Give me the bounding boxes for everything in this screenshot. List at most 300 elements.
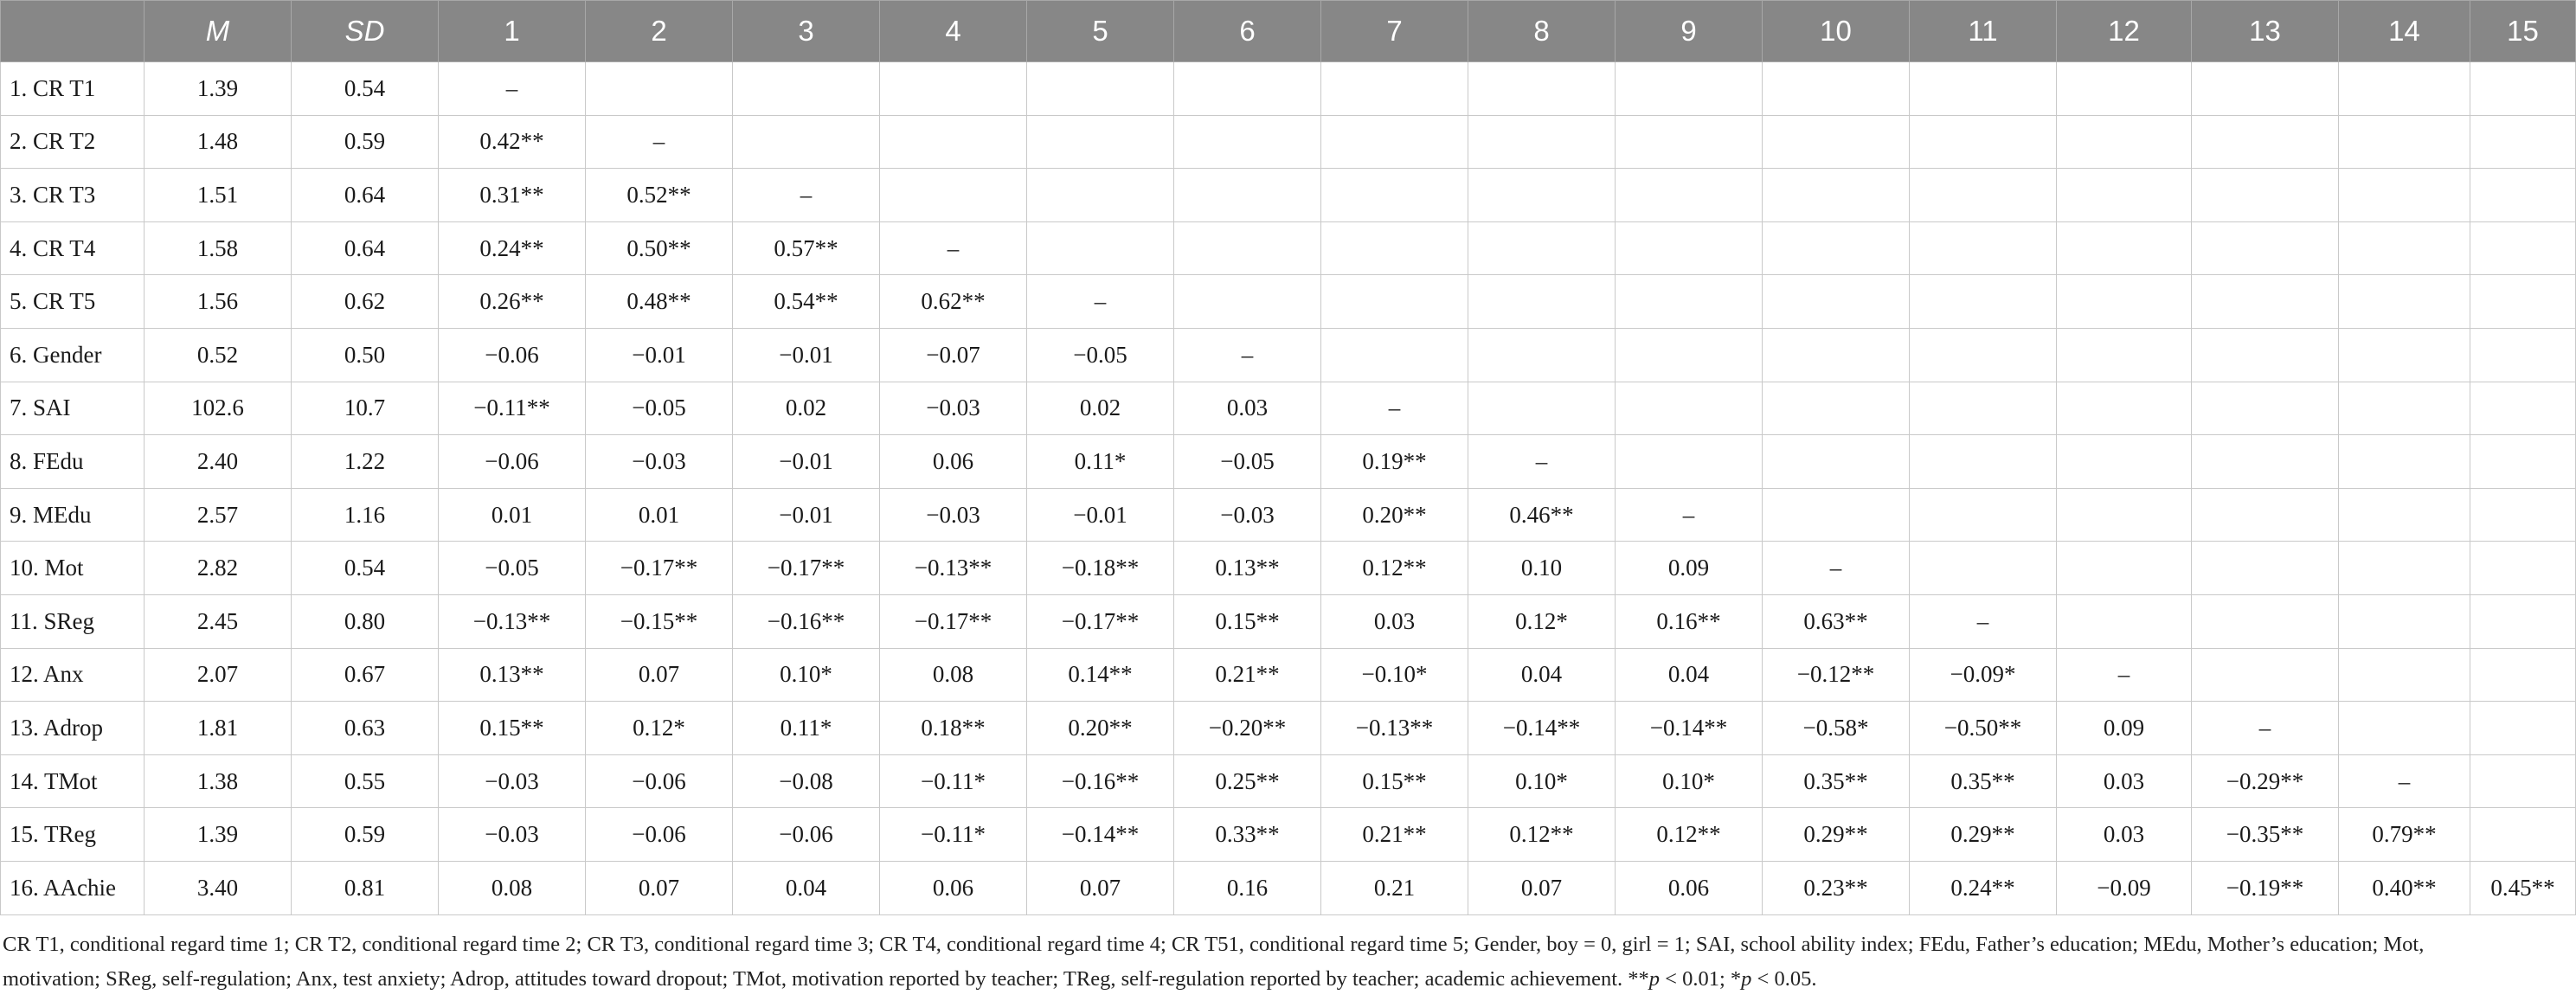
table-cell: 0.26** [439,275,586,329]
table-row [1,435,2576,489]
table-cell [2470,62,2576,116]
table-cell [2470,221,2576,275]
table-cell: −0.03 [1174,488,1321,542]
table-cell: 0.25** [1174,754,1321,808]
table-cell [1763,435,1910,489]
table-cell [2057,62,2192,116]
table-row [1,648,2576,702]
table-cell: −0.16** [1027,754,1174,808]
table-cell: 1.51 [145,169,292,222]
table-cell: 0.50 [292,328,439,382]
table-row [1,275,2576,329]
table-cell [2470,542,2576,595]
header-cell: 13 [2192,1,2339,62]
table-cell: 0.09 [2057,702,2192,755]
table-cell: −0.14** [1468,702,1616,755]
table-cell: 0.57** [733,221,880,275]
table-cell: −0.29** [2192,754,2339,808]
variable-label-cell: 1. CR T1 [1,62,145,116]
table-cell: – [2057,648,2192,702]
table-cell: −0.17** [1027,594,1174,648]
table-cell [2057,169,2192,222]
table-cell [2339,542,2470,595]
table-cell [1616,382,1763,435]
table-cell [2192,328,2339,382]
table-cell: 0.11* [733,702,880,755]
table-cell: – [1763,542,1910,595]
table-cell: 0.46** [1468,488,1616,542]
table-cell: −0.14** [1616,702,1763,755]
table-cell: 0.04 [733,861,880,914]
table-cell: −0.01 [586,328,733,382]
header-cell: 15 [2470,1,2576,62]
table-cell [1910,115,2057,169]
header-cell-blank [1,1,145,62]
variable-label-cell: 5. CR T5 [1,275,145,329]
table-cell: 0.35** [1763,754,1910,808]
table-cell [2470,328,2576,382]
table-cell: −0.07 [880,328,1027,382]
table-cell: −0.14** [1027,808,1174,862]
table-cell: – [1027,275,1174,329]
table-cell: 0.21 [1321,861,1468,914]
table-cell: 0.03 [2057,808,2192,862]
table-cell: 0.79** [2339,808,2470,862]
table-cell: 0.03 [1321,594,1468,648]
table-cell: 0.15** [1174,594,1321,648]
table-cell [1468,169,1616,222]
table-cell: 0.33** [1174,808,1321,862]
table-cell [2192,435,2339,489]
table-cell [1468,115,1616,169]
table-cell [1174,62,1321,116]
table-cell: 0.24** [439,221,586,275]
note-p-text-2: < 0.05. [1751,967,1817,991]
table-cell: – [1616,488,1763,542]
table-cell [1468,62,1616,116]
table-cell: −0.13** [1321,702,1468,755]
table-cell [880,115,1027,169]
table-cell [2470,702,2576,755]
table-cell: −0.12** [1763,648,1910,702]
table-cell: 0.13** [439,648,586,702]
variable-label-cell: 16. AAchie [1,861,145,914]
table-cell: 0.48** [586,275,733,329]
table-cell [2470,488,2576,542]
table-cell: 0.16 [1174,861,1321,914]
table-cell [1616,435,1763,489]
table-cell: 0.14** [1027,648,1174,702]
table-cell: 0.07 [1468,861,1616,914]
table-cell: 0.04 [1616,648,1763,702]
table-cell: 0.02 [1027,382,1174,435]
table-cell: 2.07 [145,648,292,702]
table-cell: 1.16 [292,488,439,542]
table-cell: 0.40** [2339,861,2470,914]
table-cell [1763,62,1910,116]
table-cell [733,62,880,116]
table-body [1,62,2576,915]
variable-label-cell: 8. FEdu [1,435,145,489]
table-cell [1321,221,1468,275]
table-row [1,62,2576,116]
table-cell: 0.35** [1910,754,2057,808]
table-cell: 0.64 [292,221,439,275]
table-cell [2339,328,2470,382]
table-cell [2057,221,2192,275]
table-cell [1468,382,1616,435]
table-cell [2470,435,2576,489]
table-cell: 0.12* [586,702,733,755]
table-cell [1321,328,1468,382]
table-cell: 0.19** [1321,435,1468,489]
table-cell: 1.38 [145,754,292,808]
table-cell [1174,275,1321,329]
table-row [1,221,2576,275]
note-p-text-1: < 0.01; * [1660,967,1742,991]
table-cell: 0.45** [2470,861,2576,914]
header-cell: 6 [1174,1,1321,62]
table-row [1,808,2576,862]
table-cell: – [1468,435,1616,489]
variable-label-cell: 6. Gender [1,328,145,382]
table-cell [2339,115,2470,169]
table-cell: −0.01 [733,328,880,382]
table-cell: 0.42** [439,115,586,169]
table-cell: −0.18** [1027,542,1174,595]
table-cell: −0.05 [439,542,586,595]
table-cell [1468,221,1616,275]
table-cell: −0.01 [1027,488,1174,542]
table-cell [2192,221,2339,275]
table-cell: 0.06 [1616,861,1763,914]
table-cell: 0.09 [1616,542,1763,595]
header-cell: 10 [1763,1,1910,62]
table-cell [1763,115,1910,169]
table-row [1,328,2576,382]
table-cell [2192,488,2339,542]
table-cell: 0.12** [1468,808,1616,862]
table-row [1,488,2576,542]
table-cell [1910,542,2057,595]
table-cell [2057,542,2192,595]
table-cell [1763,382,1910,435]
table-cell: 0.08 [439,861,586,914]
table-cell [1174,169,1321,222]
table-cell: 0.10* [1468,754,1616,808]
variable-label-cell: 10. Mot [1,542,145,595]
table-cell: −0.11* [880,754,1027,808]
table-cell: 0.67 [292,648,439,702]
table-cell: 0.55 [292,754,439,808]
table-cell: 0.11* [1027,435,1174,489]
table-cell [1910,435,2057,489]
variable-label-cell: 3. CR T3 [1,169,145,222]
table-cell: – [1174,328,1321,382]
table-cell [2057,382,2192,435]
table-cell: 0.54 [292,62,439,116]
note-p-symbol-1: p [1648,967,1661,991]
table-cell: −0.06 [439,435,586,489]
table-header-row [1,1,2576,62]
table-cell [1763,221,1910,275]
table-cell: 102.6 [145,382,292,435]
table-cell [1763,169,1910,222]
table-cell [2470,594,2576,648]
table-cell: 2.57 [145,488,292,542]
table-cell: 0.50** [586,221,733,275]
variable-label-cell: 2. CR T2 [1,115,145,169]
table-cell [2470,648,2576,702]
table-row [1,169,2576,222]
table-cell: 0.07 [586,861,733,914]
header-cell: 14 [2339,1,2470,62]
table-cell [1910,169,2057,222]
table-cell: 1.22 [292,435,439,489]
table-cell: 0.23** [1763,861,1910,914]
table-cell [2470,382,2576,435]
table-cell: 0.15** [1321,754,1468,808]
header-cell: 1 [439,1,586,62]
table-cell: 2.45 [145,594,292,648]
table-cell: −0.15** [586,594,733,648]
table-cell: 1.81 [145,702,292,755]
variable-label-cell: 13. Adrop [1,702,145,755]
table-cell [2192,275,2339,329]
table-cell: 10.7 [292,382,439,435]
table-cell: −0.17** [733,542,880,595]
table-cell: −0.17** [586,542,733,595]
table-cell [733,115,880,169]
table-row [1,702,2576,755]
table-row [1,115,2576,169]
table-cell [2470,754,2576,808]
table-cell: −0.05 [1027,328,1174,382]
table-cell: −0.06 [586,754,733,808]
table-row [1,594,2576,648]
table-cell [2192,382,2339,435]
table-cell: 1.58 [145,221,292,275]
table-cell [1616,275,1763,329]
table-cell [2192,62,2339,116]
table-cell: 0.03 [2057,754,2192,808]
table-cell: 0.06 [880,861,1027,914]
table-cell [1616,169,1763,222]
header-cell: 7 [1321,1,1468,62]
table-cell: 0.62** [880,275,1027,329]
table-cell: 0.02 [733,382,880,435]
table-cell: 0.07 [1027,861,1174,914]
table-cell: 0.01 [439,488,586,542]
table-cell: −0.11** [439,382,586,435]
table-cell: – [1321,382,1468,435]
table-cell [1910,275,2057,329]
table-cell: 0.29** [1910,808,2057,862]
table-cell: −0.19** [2192,861,2339,914]
table-cell [2470,115,2576,169]
table-cell: −0.06 [733,808,880,862]
header-cell: 11 [1910,1,2057,62]
table-cell [1910,488,2057,542]
table-cell: 0.63** [1763,594,1910,648]
table-cell [2192,542,2339,595]
header-cell: 4 [880,1,1027,62]
table-cell: 0.52 [145,328,292,382]
table-cell: 0.01 [586,488,733,542]
table-cell: −0.17** [880,594,1027,648]
table-cell: 0.04 [1468,648,1616,702]
table-cell: 0.80 [292,594,439,648]
table-cell: 0.08 [880,648,1027,702]
table-cell: – [586,115,733,169]
table-cell: – [880,221,1027,275]
table-cell: 0.63 [292,702,439,755]
header-cell: 5 [1027,1,1174,62]
table-cell: 0.20** [1027,702,1174,755]
table-cell [1910,382,2057,435]
table-cell: 2.82 [145,542,292,595]
table-cell [2470,275,2576,329]
table-cell [1763,328,1910,382]
table-cell: −0.01 [733,488,880,542]
table-cell [2339,169,2470,222]
table-cell [1468,275,1616,329]
table-cell [2192,648,2339,702]
table-cell: 0.12* [1468,594,1616,648]
table-cell [1616,115,1763,169]
variable-label-cell: 4. CR T4 [1,221,145,275]
table-cell [880,62,1027,116]
table-cell [2057,435,2192,489]
table-cell [1321,169,1468,222]
table-cell [586,62,733,116]
table-cell: −0.03 [880,488,1027,542]
table-cell [2339,648,2470,702]
header-cell: M [145,1,292,62]
table-cell [1763,275,1910,329]
table-cell: −0.06 [439,328,586,382]
variable-label-cell: 7. SAI [1,382,145,435]
table-cell: 0.29** [1763,808,1910,862]
note-definitions: CR T1, conditional regard time 1; CR T2, conditional regard time 2; CR T3, conditional regard time 3; CR T4, conditional regard time 4; CR T51, conditional regard time 5; Gender, boy = 0, girl = 1; SAI, school ability index; FEdu, Father’s education; MEdu, Mother’s education; Mot, motivation; SReg, self-regulation; Anx, test anxiety; Adrop, attitudes toward dropout; TMot, motivation reported by teacher; TReg, self-regulation reported by teacher; academic achievement. ** [3,933,2425,991]
table-cell [880,169,1027,222]
table-cell: −0.11* [880,808,1027,862]
table-cell [2057,275,2192,329]
table-cell [2339,382,2470,435]
table-cell [1910,221,2057,275]
table-cell [2192,594,2339,648]
table-cell: 0.54** [733,275,880,329]
variable-label-cell: 9. MEdu [1,488,145,542]
table-cell [2339,702,2470,755]
table-cell: 0.59 [292,808,439,862]
table-cell: −0.35** [2192,808,2339,862]
table-note [3,927,2495,997]
table-cell: −0.13** [439,594,586,648]
table-cell: 0.64 [292,169,439,222]
table-cell: 0.24** [1910,861,2057,914]
variable-label-cell: 14. TMot [1,754,145,808]
table-row [1,861,2576,914]
note-p-symbol-2: p [1741,967,1752,991]
table-cell: 0.15** [439,702,586,755]
table-cell: 0.18** [880,702,1027,755]
table-cell: 0.20** [1321,488,1468,542]
table-cell: 2.40 [145,435,292,489]
table-cell [2339,435,2470,489]
header-cell: 8 [1468,1,1616,62]
table-cell: 1.56 [145,275,292,329]
table-cell: – [2339,754,2470,808]
table-cell: 0.21** [1321,808,1468,862]
header-cell: 12 [2057,1,2192,62]
table-cell [2339,62,2470,116]
table-cell: 0.10* [1616,754,1763,808]
table-cell: 0.07 [586,648,733,702]
table-cell: 1.39 [145,808,292,862]
table-cell: −0.05 [586,382,733,435]
table-cell: −0.03 [439,808,586,862]
table-cell: −0.03 [586,435,733,489]
table-cell [2470,169,2576,222]
table-cell: 0.52** [586,169,733,222]
table-cell [1910,62,2057,116]
table-cell: – [733,169,880,222]
table-row [1,542,2576,595]
table-cell: 1.39 [145,62,292,116]
table-cell: 0.10 [1468,542,1616,595]
table-cell [1321,115,1468,169]
table-cell [2339,275,2470,329]
table-cell: 0.59 [292,115,439,169]
table-cell: 0.13** [1174,542,1321,595]
table-cell: 0.12** [1616,808,1763,862]
table-cell: 3.40 [145,861,292,914]
header-cell: 9 [1616,1,1763,62]
table-cell: −0.03 [880,382,1027,435]
table-cell [2192,115,2339,169]
table-cell: −0.09* [1910,648,2057,702]
variable-label-cell: 15. TReg [1,808,145,862]
table-cell [1027,169,1174,222]
table-cell: – [2192,702,2339,755]
table-cell [1027,221,1174,275]
table-cell [1910,328,2057,382]
table-cell [1174,221,1321,275]
table-cell: −0.10* [1321,648,1468,702]
table-cell [1616,221,1763,275]
table-cell: −0.20** [1174,702,1321,755]
table-cell: −0.13** [880,542,1027,595]
table-cell: 0.81 [292,861,439,914]
table-cell [1321,275,1468,329]
table-cell: −0.01 [733,435,880,489]
table-row [1,382,2576,435]
table-cell [1616,328,1763,382]
table-cell [2470,808,2576,862]
table-cell [1027,62,1174,116]
table-cell [2057,115,2192,169]
table-cell [1468,328,1616,382]
table-cell: 0.54 [292,542,439,595]
table-cell: 0.10* [733,648,880,702]
table-cell [1027,115,1174,169]
table-cell [2057,488,2192,542]
table-cell: −0.06 [586,808,733,862]
table-cell [1763,488,1910,542]
table-row [1,754,2576,808]
table-cell [2339,221,2470,275]
